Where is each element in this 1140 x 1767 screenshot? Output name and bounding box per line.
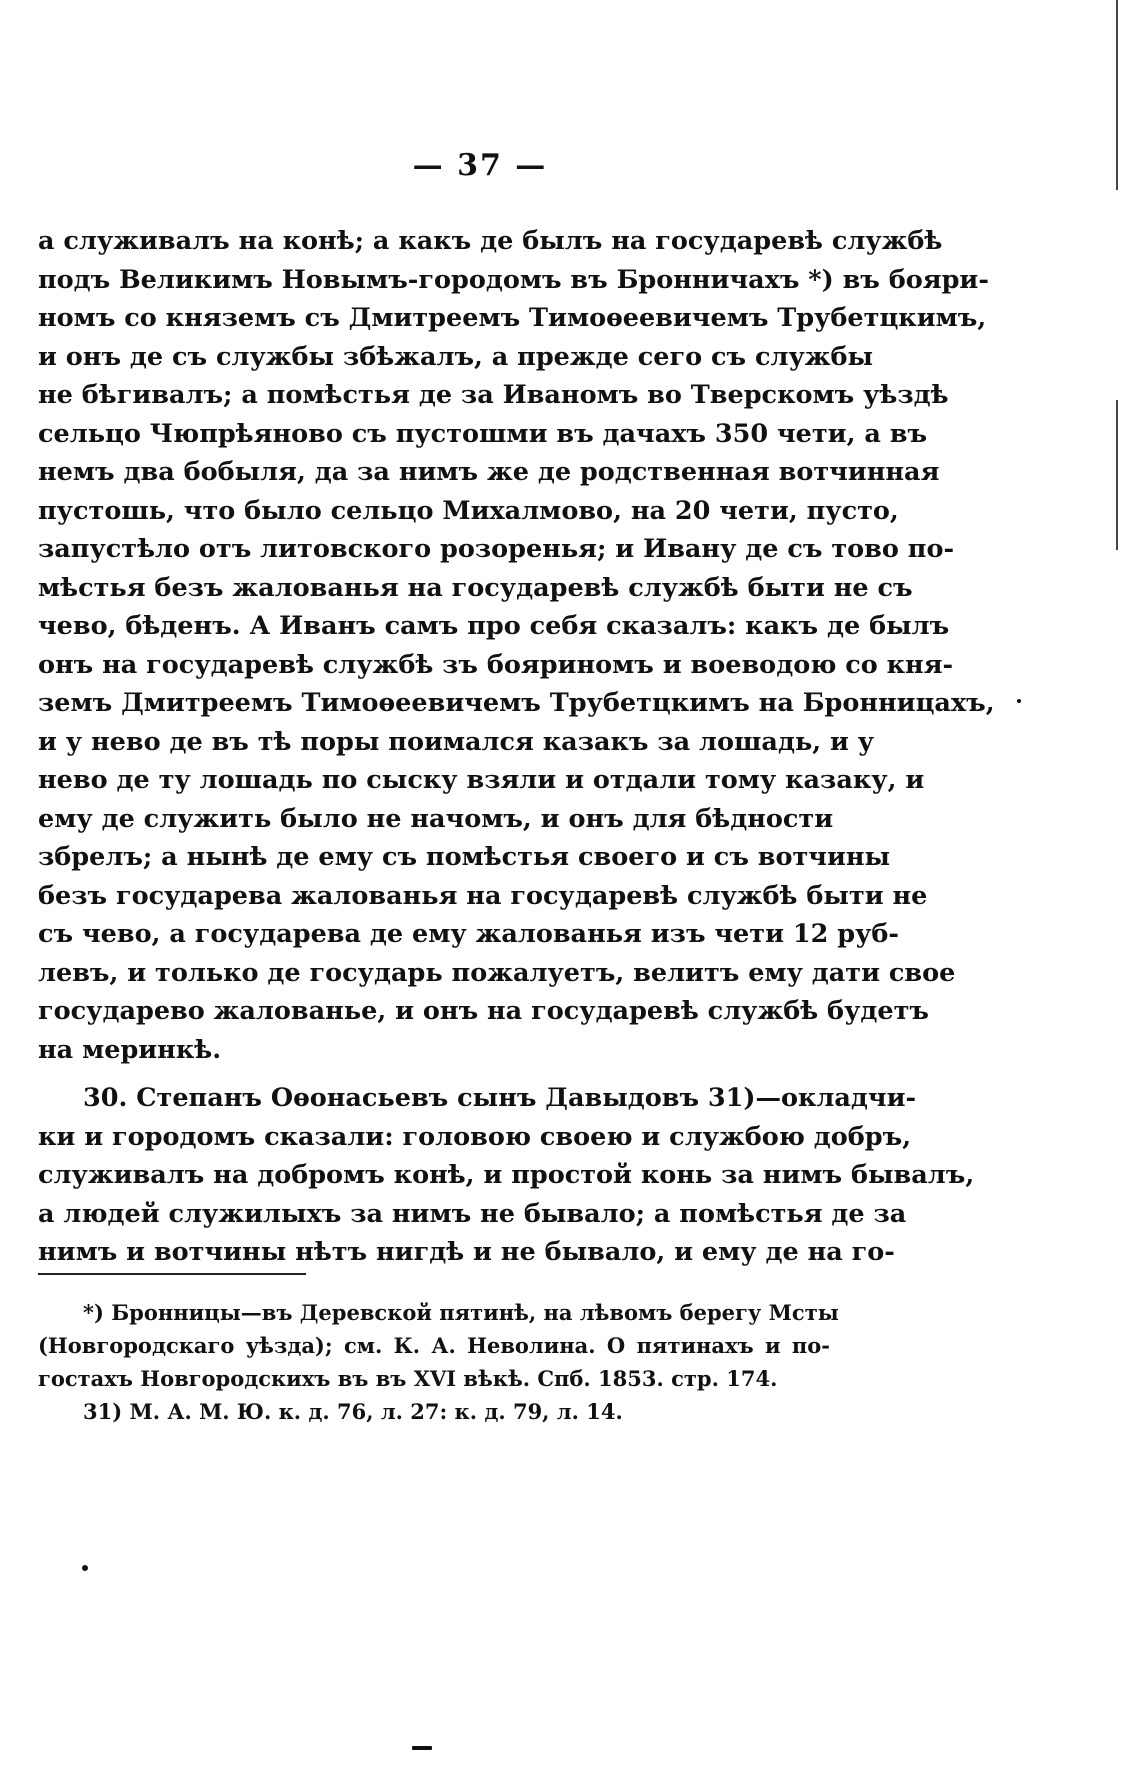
text-line: 30. Степанъ Оѳонасьевъ сынъ Давыдовъ 31)—окладчи-	[83, 1083, 917, 1113]
text-line: запустѣло отъ литовского розоренья; и Ивану де съ тово по-	[38, 534, 955, 564]
text-line: нимъ и вотчины нѣтъ нигдѣ и не бывало, и ему де на го-	[38, 1237, 895, 1267]
footnote-line: гостахъ Новгородскихъ въ въ XVI вѣкѣ. Спб. 1853. стр. 174.	[38, 1366, 778, 1391]
text-line: и онъ де съ службы збѣжалъ, а прежде сего съ службы	[38, 341, 874, 372]
text-line: ки и городомъ сказали: головою своею и службою добръ,	[38, 1121, 912, 1152]
text-line: а людей служилыхъ за нимъ не бывало; а помѣстья де за	[38, 1198, 907, 1229]
text-line: онъ на государевѣ службѣ зъ бояриномъ и воеводою со кня-	[38, 649, 954, 680]
text-line: съ чево, а государева де ему жалованья изъ чети 12 руб-	[38, 919, 899, 949]
text-line: пустошь, что было сельцо Михалмово, на 20 чети, пусто,	[38, 495, 899, 526]
text-line: на меринкѣ.	[38, 1034, 222, 1065]
text-line: подъ Великимъ Новымъ-городомъ въ Бронничахъ *) въ бояри-	[38, 264, 989, 295]
main-text	[38, 222, 995, 1272]
footnote-divider	[38, 1273, 306, 1275]
text-line: земъ Дмитреемъ Тимоѳеевичемъ Трубетцкимъ на Бронницахъ,	[38, 688, 995, 718]
text-line: не бѣгивалъ; а помѣстья де за Иваномъ во Тверскомъ уѣздѣ	[38, 380, 949, 410]
footnotes	[38, 1296, 839, 1428]
text-line: немъ два бобыля, да за нимъ же де родственная вотчинная	[38, 457, 940, 487]
text-line: збрелъ; а нынѣ де ему съ помѣстья своего и съ вотчины	[38, 842, 891, 872]
text-line: безъ государева жалованья на государевѣ службѣ быти не	[38, 880, 928, 911]
text-line: чево, бѣденъ. А Иванъ самъ про себя сказалъ: какъ де былъ	[38, 611, 950, 641]
scan-speck	[1017, 699, 1021, 703]
footnote-line: 31) М. А. М. Ю. к. д. 76, л. 27: к. д. 79, л. 14.	[83, 1399, 623, 1424]
scan-speck	[82, 1565, 88, 1571]
text-line: мѣстья безъ жалованья на государевѣ службѣ быти не съ	[38, 572, 913, 603]
scan-edge-line	[1116, 400, 1118, 550]
text-line: служивалъ на добромъ конѣ, и простой конь за нимъ бывалъ,	[38, 1160, 975, 1190]
text-line: нево де ту лошадь по сыску взяли и отдали тому казаку, и	[38, 765, 925, 795]
paragraph-gap	[38, 1069, 830, 1079]
page-number: — 37 —	[412, 148, 548, 183]
text-line: сельцо Чюпрѣяново съ пустошми въ дачахъ 350 чети, а въ	[38, 418, 928, 449]
text-line: государево жалованье, и онъ на государевѣ службѣ будетъ	[38, 996, 929, 1026]
text-line: и у нево де въ тѣ поры поимался казакъ за лошадь, и у	[38, 726, 875, 757]
text-line: левъ, и только де государь пожалуетъ, велитъ ему дати свое	[38, 957, 956, 988]
text-line: а служивалъ на конѣ; а какъ де былъ на государевѣ службѣ	[38, 226, 943, 256]
scan-edge-line	[1116, 0, 1118, 190]
footnote-line: *) Бронницы—въ Деревской пятинѣ, на лѣвомъ берегу Мсты	[83, 1300, 839, 1325]
scan-speck	[412, 1746, 432, 1750]
footnote-line: (Новгородскаго уѣзда); см. К. А. Неволина. О пятинахъ и по-	[38, 1333, 830, 1358]
text-line: номъ со княземъ съ Дмитреемъ Тимоѳеевичемъ Трубетцкимъ,	[38, 303, 987, 333]
text-line: ему де служить было не начомъ, и онъ для бѣдности	[38, 803, 834, 834]
